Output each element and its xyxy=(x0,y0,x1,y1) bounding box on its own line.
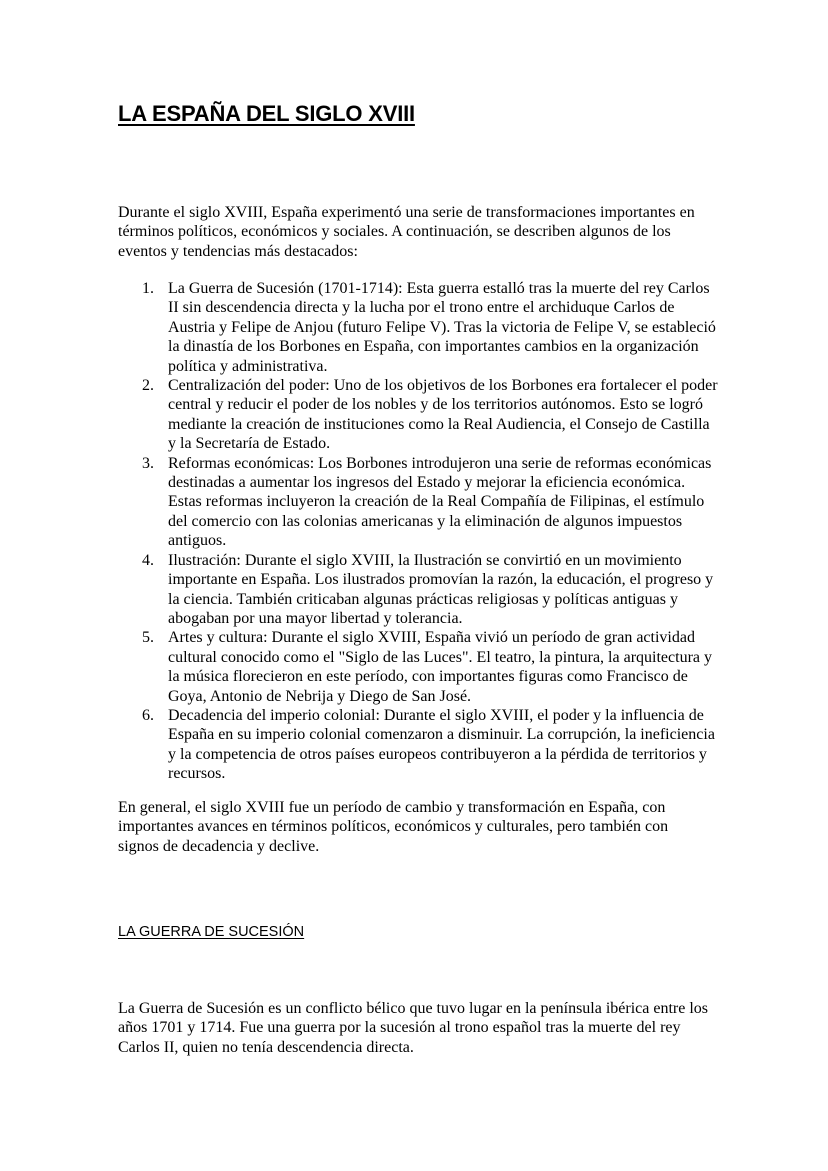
list-item-number: 3. xyxy=(142,454,154,472)
section-heading: LA GUERRA DE SUCESIÓN xyxy=(118,924,305,940)
list-item-text: La Guerra de Sucesión (1701-1714): Esta guerra estalló tras la muerte del rey Carlos II sin descendencia directa y la lucha por el trono entre el archiduque Carlos de Austria y Felipe de Anjou (futuro Felipe V). Tras la victoria de Felipe V, se estableció la dinastía de los Borbones en España, con importantes cambios en la organización política y administrativa. xyxy=(168,280,716,375)
list-item-text: Artes y cultura: Durante el siglo XVIII, España vivió un período de gran actividad cultural conocido como el "Siglo de las Luces". El teatro, la pintura, la arquitectura y la música florecieron en este período, con importantes figuras como Francisco de Goya, Antonio de Nebrija y Diego de San José. xyxy=(168,629,712,705)
list-item-text: Reformas económicas: Los Borbones introdujeron una serie de reformas económicas destinadas a aumentar los ingresos del Estado y mejorar la eficiencia económica. Estas reformas incluyeron la creación de la Real Compañía de Filipinas, el estímulo del comercio con las colonias americanas y la eliminación de algunos impuestos antiguos. xyxy=(168,454,712,550)
list-item-number: 2. xyxy=(142,377,154,395)
list-item-number: 4. xyxy=(142,551,154,569)
list-item xyxy=(118,454,718,551)
list-item xyxy=(118,376,718,454)
list-item-text: Decadencia del imperio colonial: Durante el siglo XVIII, el poder y la influencia de España en su imperio colonial comenzaron a disminuir. La corrupción, la ineficiencia y la competencia de otros países europeos contribuyeron a la pérdida de territorios y recursos. xyxy=(168,706,715,783)
list-item-text: Centralización del poder: Uno de los objetivos de los Borbones era fortalecer el poder central y reducir el poder de los nobles y de los territorios autónomos. Esto se logró mediante la creación de instituciones como la Real Audiencia, el Consejo de Castilla y la Secretaría de Estado. xyxy=(168,377,718,453)
closing-paragraph: En general, el siglo XVIII fue un período de cambio y transformación en España, con importantes avances en términos políticos, económicos y culturales, pero también con signos de decadencia y declive. xyxy=(118,799,669,855)
list-item xyxy=(118,279,718,376)
list-item xyxy=(118,628,718,706)
list-item-number: 5. xyxy=(142,629,154,647)
events-list xyxy=(118,279,718,784)
list-item-number: 1. xyxy=(142,280,154,297)
page-title: LA ESPAÑA DEL SIGLO XVIII xyxy=(118,101,415,126)
list-item xyxy=(118,551,718,629)
list-item-number: 6. xyxy=(142,706,154,724)
intro-paragraph: Durante el siglo XVIII, España experimentó una serie de transformaciones importantes en términos políticos, económicos y sociales. A continuación, se describen algunos de los eventos y tendencias más destacados: xyxy=(118,204,695,260)
list-item-text: Ilustración: Durante el siglo XVIII, la Ilustración se convirtió en un movimiento importante en España. Los ilustrados promovían la razón, la educación, el progreso y la ciencia. También criticaban algunas prácticas religiosas y políticas antiguas y abogaban por una mayor libertad y tolerancia. xyxy=(168,551,714,627)
section-paragraph: La Guerra de Sucesión es un conflicto bélico que tuvo lugar en la península ibérica entre los años 1701 y 1714. Fue una guerra por la sucesión al trono español tras la muerte del rey Carlos II, quien no tenía descendencia directa. xyxy=(118,1000,709,1056)
list-item xyxy=(118,706,718,784)
